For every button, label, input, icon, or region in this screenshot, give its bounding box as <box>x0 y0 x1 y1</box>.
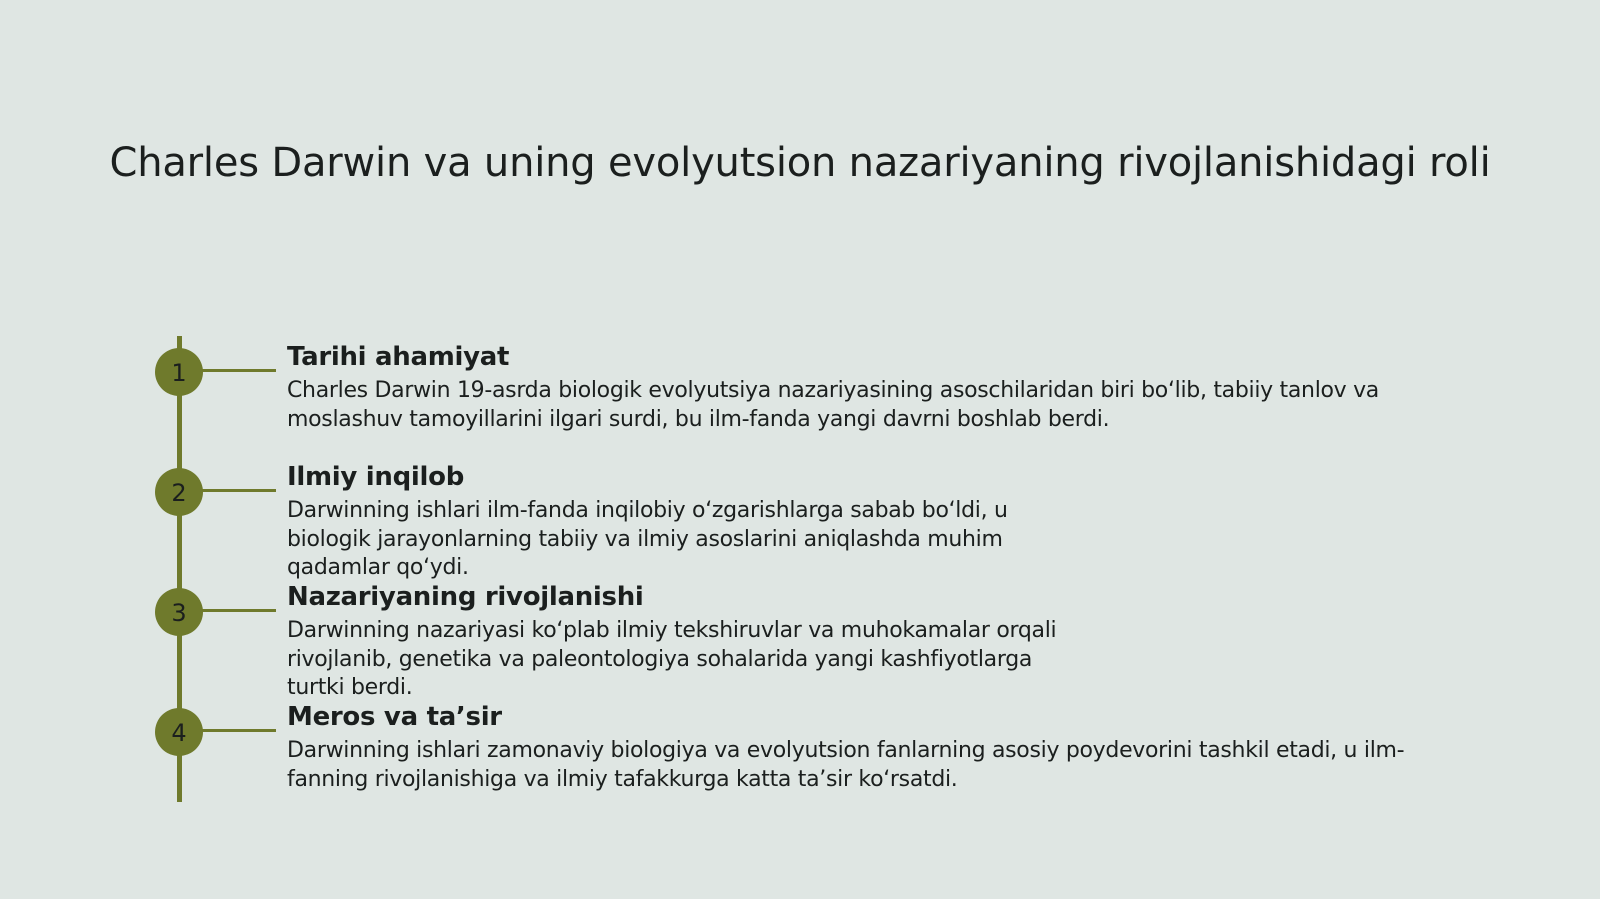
step-description: Darwinning ishlari zamonaviy biologiya va evolyutsion fanlarning asosiy poydevorini tashkil etadi, u ilm-fanning rivojlanishiga va ilmiy tafakkurga katta ta’sir ko‘rsatdi. <box>287 738 1405 792</box>
connector-line <box>200 609 276 612</box>
step-number-badge: 4 <box>155 708 203 756</box>
step-number-badge: 2 <box>155 468 203 516</box>
connector-line <box>200 489 276 492</box>
step-number-badge: 1 <box>155 348 203 396</box>
step-heading: Meros va ta’sir <box>287 702 502 732</box>
connector-line <box>200 729 276 732</box>
step-description: Darwinning ishlari ilm-fanda inqilobiy o‘zgarishlarga sabab bo‘ldi, u biologik jarayonlarning tabiiy va ilmiy asoslarini aniqlashda muhim qadamlar qo‘ydi. <box>287 498 1008 580</box>
step-description: Charles Darwin 19-asrda biologik evolyutsiya nazariyasining asoschilaridan biri bo‘lib, tabiiy tanlov va moslashuv tamoyillarini ilgari surdi, bu ilm-fanda yangi davrni boshlab berdi. <box>287 378 1379 432</box>
slide-title: Charles Darwin va uning evolyutsion nazariyaning rivojlanishidagi roli <box>109 140 1491 186</box>
step-heading: Nazariyaning rivojlanishi <box>287 582 644 612</box>
step-description: Darwinning nazariyasi ko‘plab ilmiy tekshiruvlar va muhokamalar orqali rivojlanib, genetika va paleontologiya sohalarida yangi kashfiyotlarga turtki berdi. <box>287 618 1057 700</box>
step-number-badge: 3 <box>155 588 203 636</box>
step-heading: Tarihi ahamiyat <box>287 342 510 372</box>
connector-line <box>200 369 276 372</box>
step-heading: Ilmiy inqilob <box>287 462 465 492</box>
